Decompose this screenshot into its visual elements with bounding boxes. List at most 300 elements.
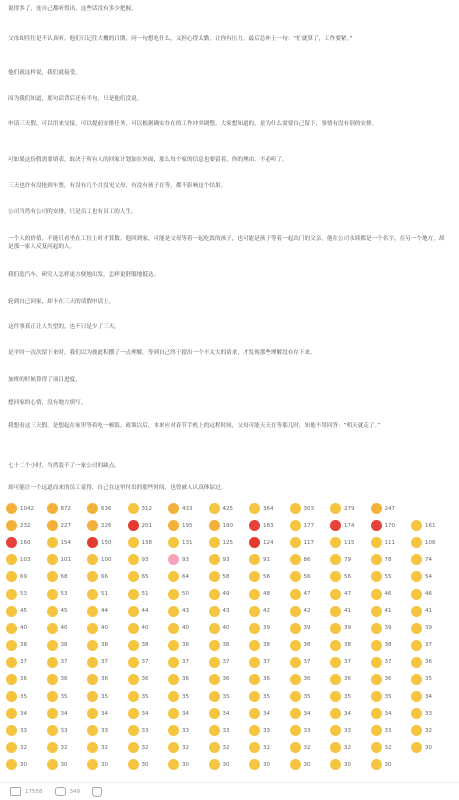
reaction-count: 39 [425, 625, 432, 632]
reaction-item[interactable] [411, 603, 452, 620]
reaction-item[interactable] [330, 722, 371, 739]
reaction-count: 36 [141, 676, 149, 683]
reaction-item[interactable] [47, 688, 88, 705]
reaction-count: 32 [344, 744, 351, 751]
reaction-item[interactable] [6, 756, 47, 773]
reaction-item[interactable] [371, 534, 412, 551]
reaction-item[interactable] [249, 620, 290, 637]
reaction-count: 364 [263, 505, 274, 512]
article-paragraph: 七十二个小时，当然装不了一家公司的缺点。 [8, 463, 120, 469]
share-button[interactable] [10, 787, 43, 796]
face-icon [371, 640, 382, 651]
reaction-item[interactable] [168, 722, 209, 739]
face-icon [128, 623, 139, 634]
reaction-item[interactable] [6, 568, 47, 585]
reaction-item[interactable] [128, 568, 169, 585]
face-icon [209, 657, 220, 668]
reaction-item[interactable] [168, 500, 209, 517]
reaction-count: 312 [141, 505, 152, 512]
reaction-item[interactable] [290, 705, 331, 722]
reaction-item[interactable] [6, 603, 47, 620]
reaction-item[interactable] [6, 637, 47, 654]
reaction-item[interactable] [128, 637, 169, 654]
reaction-count: 42 [263, 608, 270, 615]
reaction-count: 35 [263, 693, 270, 700]
reaction-item[interactable] [411, 517, 452, 534]
reaction-item[interactable] [87, 603, 128, 620]
reaction-count: 32 [60, 744, 68, 751]
reaction-item[interactable] [411, 688, 452, 705]
reaction-item[interactable] [249, 756, 290, 773]
reaction-count: 34 [222, 710, 230, 717]
reaction-item[interactable] [168, 756, 209, 773]
reaction-item[interactable] [168, 620, 209, 637]
face-icon [209, 554, 220, 565]
reaction-item[interactable] [168, 534, 209, 551]
reaction-count: 433 [182, 505, 193, 512]
heart-icon [330, 520, 341, 531]
face-icon [330, 674, 341, 685]
reaction-count: 100 [101, 556, 112, 563]
face-icon [209, 742, 220, 753]
reaction-count: 74 [425, 556, 432, 563]
reaction-item[interactable] [47, 517, 88, 534]
reaction-item[interactable] [209, 637, 250, 654]
reaction-item[interactable] [249, 722, 290, 739]
reaction-item[interactable] [330, 568, 371, 585]
reaction-item[interactable] [209, 568, 250, 585]
reaction-item[interactable] [330, 603, 371, 620]
reaction-item[interactable] [168, 688, 209, 705]
reaction-count: 58 [222, 573, 230, 580]
reaction-count: 150 [101, 539, 112, 546]
reaction-count: 35 [222, 693, 230, 700]
reaction-count: 30 [344, 761, 351, 768]
action-bar [0, 782, 459, 800]
reaction-item[interactable] [209, 517, 250, 534]
article-paragraph: 他们就这样说，我们就接受。 [8, 70, 81, 76]
reaction-item[interactable] [411, 705, 452, 722]
article-paragraph: 轮到自己回家，却卡在三天的请假申请上。 [8, 299, 115, 305]
pray-icon [371, 503, 382, 514]
reaction-item[interactable] [47, 637, 88, 654]
reaction-item[interactable] [330, 620, 371, 637]
reaction-count: 37 [101, 659, 108, 666]
reaction-item[interactable] [209, 756, 250, 773]
reaction-item[interactable] [411, 568, 452, 585]
reaction-item[interactable] [209, 603, 250, 620]
reaction-item[interactable] [128, 585, 169, 602]
reaction-item[interactable] [87, 705, 128, 722]
face-icon [168, 571, 179, 582]
reaction-item[interactable] [249, 500, 290, 517]
article-paragraph: 我想看这三天假，是想起在家里等着吃一顿饭。政策以后，本来应对春节手机上的远程时间，父母可能天天在等那儿时，知他不用回答：“明天就走了。” [8, 423, 381, 429]
reaction-count: 103 [20, 556, 31, 563]
reaction-item[interactable] [168, 654, 209, 671]
reaction-count: 425 [222, 505, 233, 512]
reaction-item[interactable] [6, 688, 47, 705]
reaction-count: 47 [303, 591, 311, 598]
reaction-item[interactable] [128, 671, 169, 688]
reaction-item[interactable] [128, 603, 169, 620]
reaction-count: 93 [222, 556, 230, 563]
reaction-count: 125 [222, 539, 233, 546]
face-icon [6, 725, 17, 736]
reaction-count: 35 [182, 693, 189, 700]
reaction-item[interactable] [168, 671, 209, 688]
reaction-item[interactable] [47, 585, 88, 602]
reaction-item[interactable] [371, 568, 412, 585]
reaction-item[interactable] [330, 637, 371, 654]
reaction-item[interactable] [290, 517, 331, 534]
reaction-item[interactable] [168, 551, 209, 568]
reaction-item[interactable] [411, 620, 452, 637]
reaction-item[interactable] [411, 585, 452, 602]
reaction-item[interactable] [87, 620, 128, 637]
reaction-count: 35 [344, 693, 351, 700]
reaction-item[interactable] [330, 739, 371, 756]
reaction-item[interactable] [47, 603, 88, 620]
face-icon [371, 725, 382, 736]
reaction-item[interactable] [249, 739, 290, 756]
article-paragraph: 三天也许有没抢到车票，有没有几个月没见父母，有没有孩子在等，都不影响这个结果。 [8, 183, 227, 189]
face-icon [47, 725, 58, 736]
reaction-count: 32 [141, 744, 149, 751]
face-icon [330, 725, 341, 736]
face-icon [330, 759, 341, 770]
reaction-item[interactable] [249, 551, 290, 568]
face-icon [168, 674, 179, 685]
reaction-item[interactable] [330, 688, 371, 705]
reaction-count: 32 [20, 744, 27, 751]
reaction-item[interactable] [128, 739, 169, 756]
reaction-count: 30 [101, 761, 108, 768]
face-icon [290, 623, 301, 634]
face-icon [290, 742, 301, 753]
reaction-item[interactable] [209, 654, 250, 671]
face-icon [47, 674, 58, 685]
reaction-item[interactable] [290, 688, 331, 705]
reaction-count: 34 [263, 710, 270, 717]
reaction-item[interactable] [47, 500, 88, 517]
ok-icon [168, 520, 179, 531]
reaction-item[interactable] [87, 585, 128, 602]
reaction-item[interactable] [47, 722, 88, 739]
reaction-item[interactable] [330, 500, 371, 517]
reaction-item[interactable] [87, 688, 128, 705]
face-icon [411, 589, 422, 600]
article-paragraph: 这件事真正让人失望的，也不只是少了三天。 [8, 324, 120, 330]
reaction-item[interactable] [330, 551, 371, 568]
face-icon [371, 589, 382, 600]
reaction-item[interactable] [87, 551, 128, 568]
reaction-count: 34 [182, 710, 189, 717]
reaction-item[interactable] [290, 637, 331, 654]
comment-button[interactable] [55, 787, 81, 796]
reaction-item[interactable] [249, 654, 290, 671]
reaction-item[interactable] [249, 603, 290, 620]
reaction-item[interactable] [249, 585, 290, 602]
reaction-count: 36 [222, 676, 230, 683]
face-icon [87, 589, 98, 600]
like-button[interactable] [92, 787, 106, 797]
face-icon [411, 657, 422, 668]
reaction-item[interactable] [47, 671, 88, 688]
reaction-item[interactable] [87, 534, 128, 551]
reaction-item[interactable] [371, 756, 412, 773]
reaction-count: 32 [182, 744, 189, 751]
reaction-count: 41 [384, 608, 392, 615]
face-icon [371, 708, 382, 719]
face-icon [330, 708, 341, 719]
reaction-item[interactable] [290, 722, 331, 739]
face-icon [411, 571, 422, 582]
pig-icon [168, 554, 179, 565]
reaction-item[interactable] [290, 739, 331, 756]
reaction-item[interactable] [330, 654, 371, 671]
reaction-item[interactable] [290, 603, 331, 620]
face-icon [371, 537, 382, 548]
reaction-item[interactable] [128, 500, 169, 517]
face-icon [47, 708, 58, 719]
face-icon [371, 759, 382, 770]
face-icon [290, 725, 301, 736]
reaction-item[interactable] [6, 534, 47, 551]
reaction-count: 53 [60, 591, 68, 598]
reaction-count: 131 [182, 539, 193, 546]
face-icon [128, 606, 139, 617]
reaction-item[interactable] [87, 756, 128, 773]
reaction-item[interactable] [290, 568, 331, 585]
reaction-item[interactable] [87, 568, 128, 585]
face-icon [128, 674, 139, 685]
reaction-count: 138 [141, 539, 152, 546]
reaction-item[interactable] [47, 534, 88, 551]
reaction-item[interactable] [411, 551, 452, 568]
article-paragraph: 却可能让一个远道而来的员工觉得，自己在这里付出的那些时间，也曾被人认真体谅过。 [8, 485, 227, 491]
reaction-item[interactable] [249, 517, 290, 534]
reaction-count: 33 [182, 727, 189, 734]
reaction-item[interactable] [290, 620, 331, 637]
reaction-item[interactable] [47, 551, 88, 568]
reaction-item[interactable] [87, 722, 128, 739]
reaction-count: 35 [20, 693, 27, 700]
reaction-item[interactable] [128, 654, 169, 671]
reaction-item[interactable] [249, 568, 290, 585]
face-icon [290, 503, 301, 514]
reaction-count: 40 [182, 625, 189, 632]
reaction-item[interactable] [249, 688, 290, 705]
reaction-item[interactable] [371, 500, 412, 517]
reaction-count: 35 [384, 693, 392, 700]
reaction-item[interactable] [6, 517, 47, 534]
reaction-item[interactable] [290, 671, 331, 688]
reaction-item[interactable] [128, 517, 169, 534]
face-icon [371, 657, 382, 668]
reaction-item[interactable] [6, 551, 47, 568]
reaction-item[interactable] [47, 705, 88, 722]
face-icon [249, 759, 260, 770]
face-icon [249, 742, 260, 753]
reaction-item[interactable] [6, 671, 47, 688]
reaction-item[interactable] [371, 585, 412, 602]
reaction-item[interactable] [411, 722, 452, 739]
reaction-item[interactable] [330, 585, 371, 602]
reaction-item[interactable] [128, 756, 169, 773]
reaction-item[interactable] [371, 688, 412, 705]
reaction-item[interactable] [128, 688, 169, 705]
reaction-item[interactable] [168, 739, 209, 756]
reaction-item[interactable] [330, 756, 371, 773]
face-icon [411, 554, 422, 565]
face-icon [249, 571, 260, 582]
reaction-item[interactable] [6, 654, 47, 671]
reaction-item[interactable] [6, 585, 47, 602]
reaction-item[interactable] [249, 637, 290, 654]
reaction-count: 68 [60, 573, 68, 580]
reaction-item[interactable] [6, 739, 47, 756]
reaction-count: 39 [303, 625, 311, 632]
reaction-item[interactable] [128, 722, 169, 739]
reaction-item[interactable] [249, 705, 290, 722]
reaction-item[interactable] [128, 620, 169, 637]
reaction-item[interactable] [330, 534, 371, 551]
reaction-item[interactable] [168, 585, 209, 602]
reaction-item[interactable] [87, 500, 128, 517]
clap-icon [6, 503, 17, 514]
reaction-item[interactable] [290, 585, 331, 602]
reaction-count: 232 [20, 522, 31, 529]
face-icon [371, 691, 382, 702]
reaction-item[interactable] [209, 705, 250, 722]
face-icon [168, 537, 179, 548]
reaction-item[interactable] [209, 722, 250, 739]
reaction-item[interactable] [371, 637, 412, 654]
reaction-item[interactable] [168, 637, 209, 654]
reaction-item[interactable] [411, 637, 452, 654]
reaction-item[interactable] [128, 551, 169, 568]
article-paragraph: 可如果这份假需要填表，取决于所有人的回家计划加在外面，那么每个家的信息也要留着，你的理由，不必听了。 [8, 157, 288, 163]
reaction-item[interactable] [371, 620, 412, 637]
reaction-item[interactable] [371, 739, 412, 756]
face-icon [6, 623, 17, 634]
reaction-item[interactable] [209, 534, 250, 551]
face-icon [249, 725, 260, 736]
reaction-count: 33 [384, 727, 392, 734]
reaction-item[interactable] [209, 671, 250, 688]
reaction-item[interactable] [290, 654, 331, 671]
reaction-item[interactable] [209, 620, 250, 637]
reaction-count: 111 [384, 539, 395, 546]
reaction-count: 1042 [20, 505, 34, 512]
reaction-item[interactable] [128, 534, 169, 551]
reaction-count: 39 [263, 625, 270, 632]
reaction-count: 33 [20, 727, 27, 734]
reaction-item[interactable] [87, 654, 128, 671]
reaction-item[interactable] [209, 551, 250, 568]
reaction-count: 279 [344, 505, 355, 512]
reaction-item[interactable] [330, 705, 371, 722]
reaction-count: 101 [60, 556, 71, 563]
face-icon [290, 657, 301, 668]
reaction-item[interactable] [411, 534, 452, 551]
reaction-item[interactable] [290, 500, 331, 517]
reaction-item[interactable] [371, 654, 412, 671]
reaction-item[interactable] [209, 739, 250, 756]
reaction-item[interactable] [290, 534, 331, 551]
face-icon [411, 674, 422, 685]
reaction-count: 174 [344, 522, 355, 529]
reaction-item[interactable] [6, 620, 47, 637]
reaction-item[interactable] [209, 688, 250, 705]
face-icon [209, 674, 220, 685]
reaction-item[interactable] [371, 722, 412, 739]
reaction-count: 303 [303, 505, 314, 512]
reaction-item[interactable] [249, 534, 290, 551]
reaction-item[interactable] [371, 705, 412, 722]
reaction-item[interactable] [371, 603, 412, 620]
reaction-item[interactable] [128, 705, 169, 722]
reaction-item[interactable] [6, 500, 47, 517]
reaction-item[interactable] [87, 637, 128, 654]
reaction-item[interactable] [371, 671, 412, 688]
reaction-item[interactable] [371, 517, 412, 534]
reaction-item[interactable] [47, 739, 88, 756]
reaction-item[interactable] [6, 705, 47, 722]
reaction-item[interactable] [87, 671, 128, 688]
reaction-item[interactable] [249, 671, 290, 688]
reaction-item[interactable] [168, 568, 209, 585]
reaction-item[interactable] [330, 671, 371, 688]
face-icon [290, 759, 301, 770]
reaction-item[interactable] [47, 756, 88, 773]
reaction-count: 50 [182, 591, 189, 598]
reaction-count: 40 [60, 625, 68, 632]
reaction-item[interactable] [168, 603, 209, 620]
reaction-item[interactable] [168, 517, 209, 534]
reaction-count: 41 [344, 608, 351, 615]
reaction-count: 78 [384, 556, 392, 563]
reaction-item[interactable] [330, 517, 371, 534]
reaction-count: 35 [60, 693, 68, 700]
reaction-item[interactable] [411, 654, 452, 671]
reaction-item[interactable] [87, 739, 128, 756]
reaction-count: 46 [384, 591, 392, 598]
reaction-item[interactable] [371, 551, 412, 568]
reaction-count: 36 [384, 676, 392, 683]
reaction-item[interactable] [168, 705, 209, 722]
reaction-item[interactable] [47, 654, 88, 671]
reaction-count: 35 [425, 676, 432, 683]
reaction-item[interactable] [47, 620, 88, 637]
reaction-item[interactable] [290, 756, 331, 773]
reaction-item[interactable] [47, 568, 88, 585]
reaction-item[interactable] [411, 671, 452, 688]
reaction-count: 35 [303, 693, 311, 700]
reaction-count: 37 [425, 642, 432, 649]
face-icon [371, 742, 382, 753]
face-icon [128, 503, 139, 514]
reaction-item[interactable] [411, 739, 452, 756]
reaction-count: 45 [60, 608, 68, 615]
reaction-item[interactable] [87, 517, 128, 534]
reaction-item[interactable] [209, 585, 250, 602]
reaction-item[interactable] [6, 722, 47, 739]
reaction-item[interactable] [290, 551, 331, 568]
reaction-item[interactable] [209, 500, 250, 517]
article-paragraph: 说得多了，连自己都听得出，这些话没有多少把握。 [8, 6, 137, 12]
reaction-count: 226 [101, 522, 112, 529]
